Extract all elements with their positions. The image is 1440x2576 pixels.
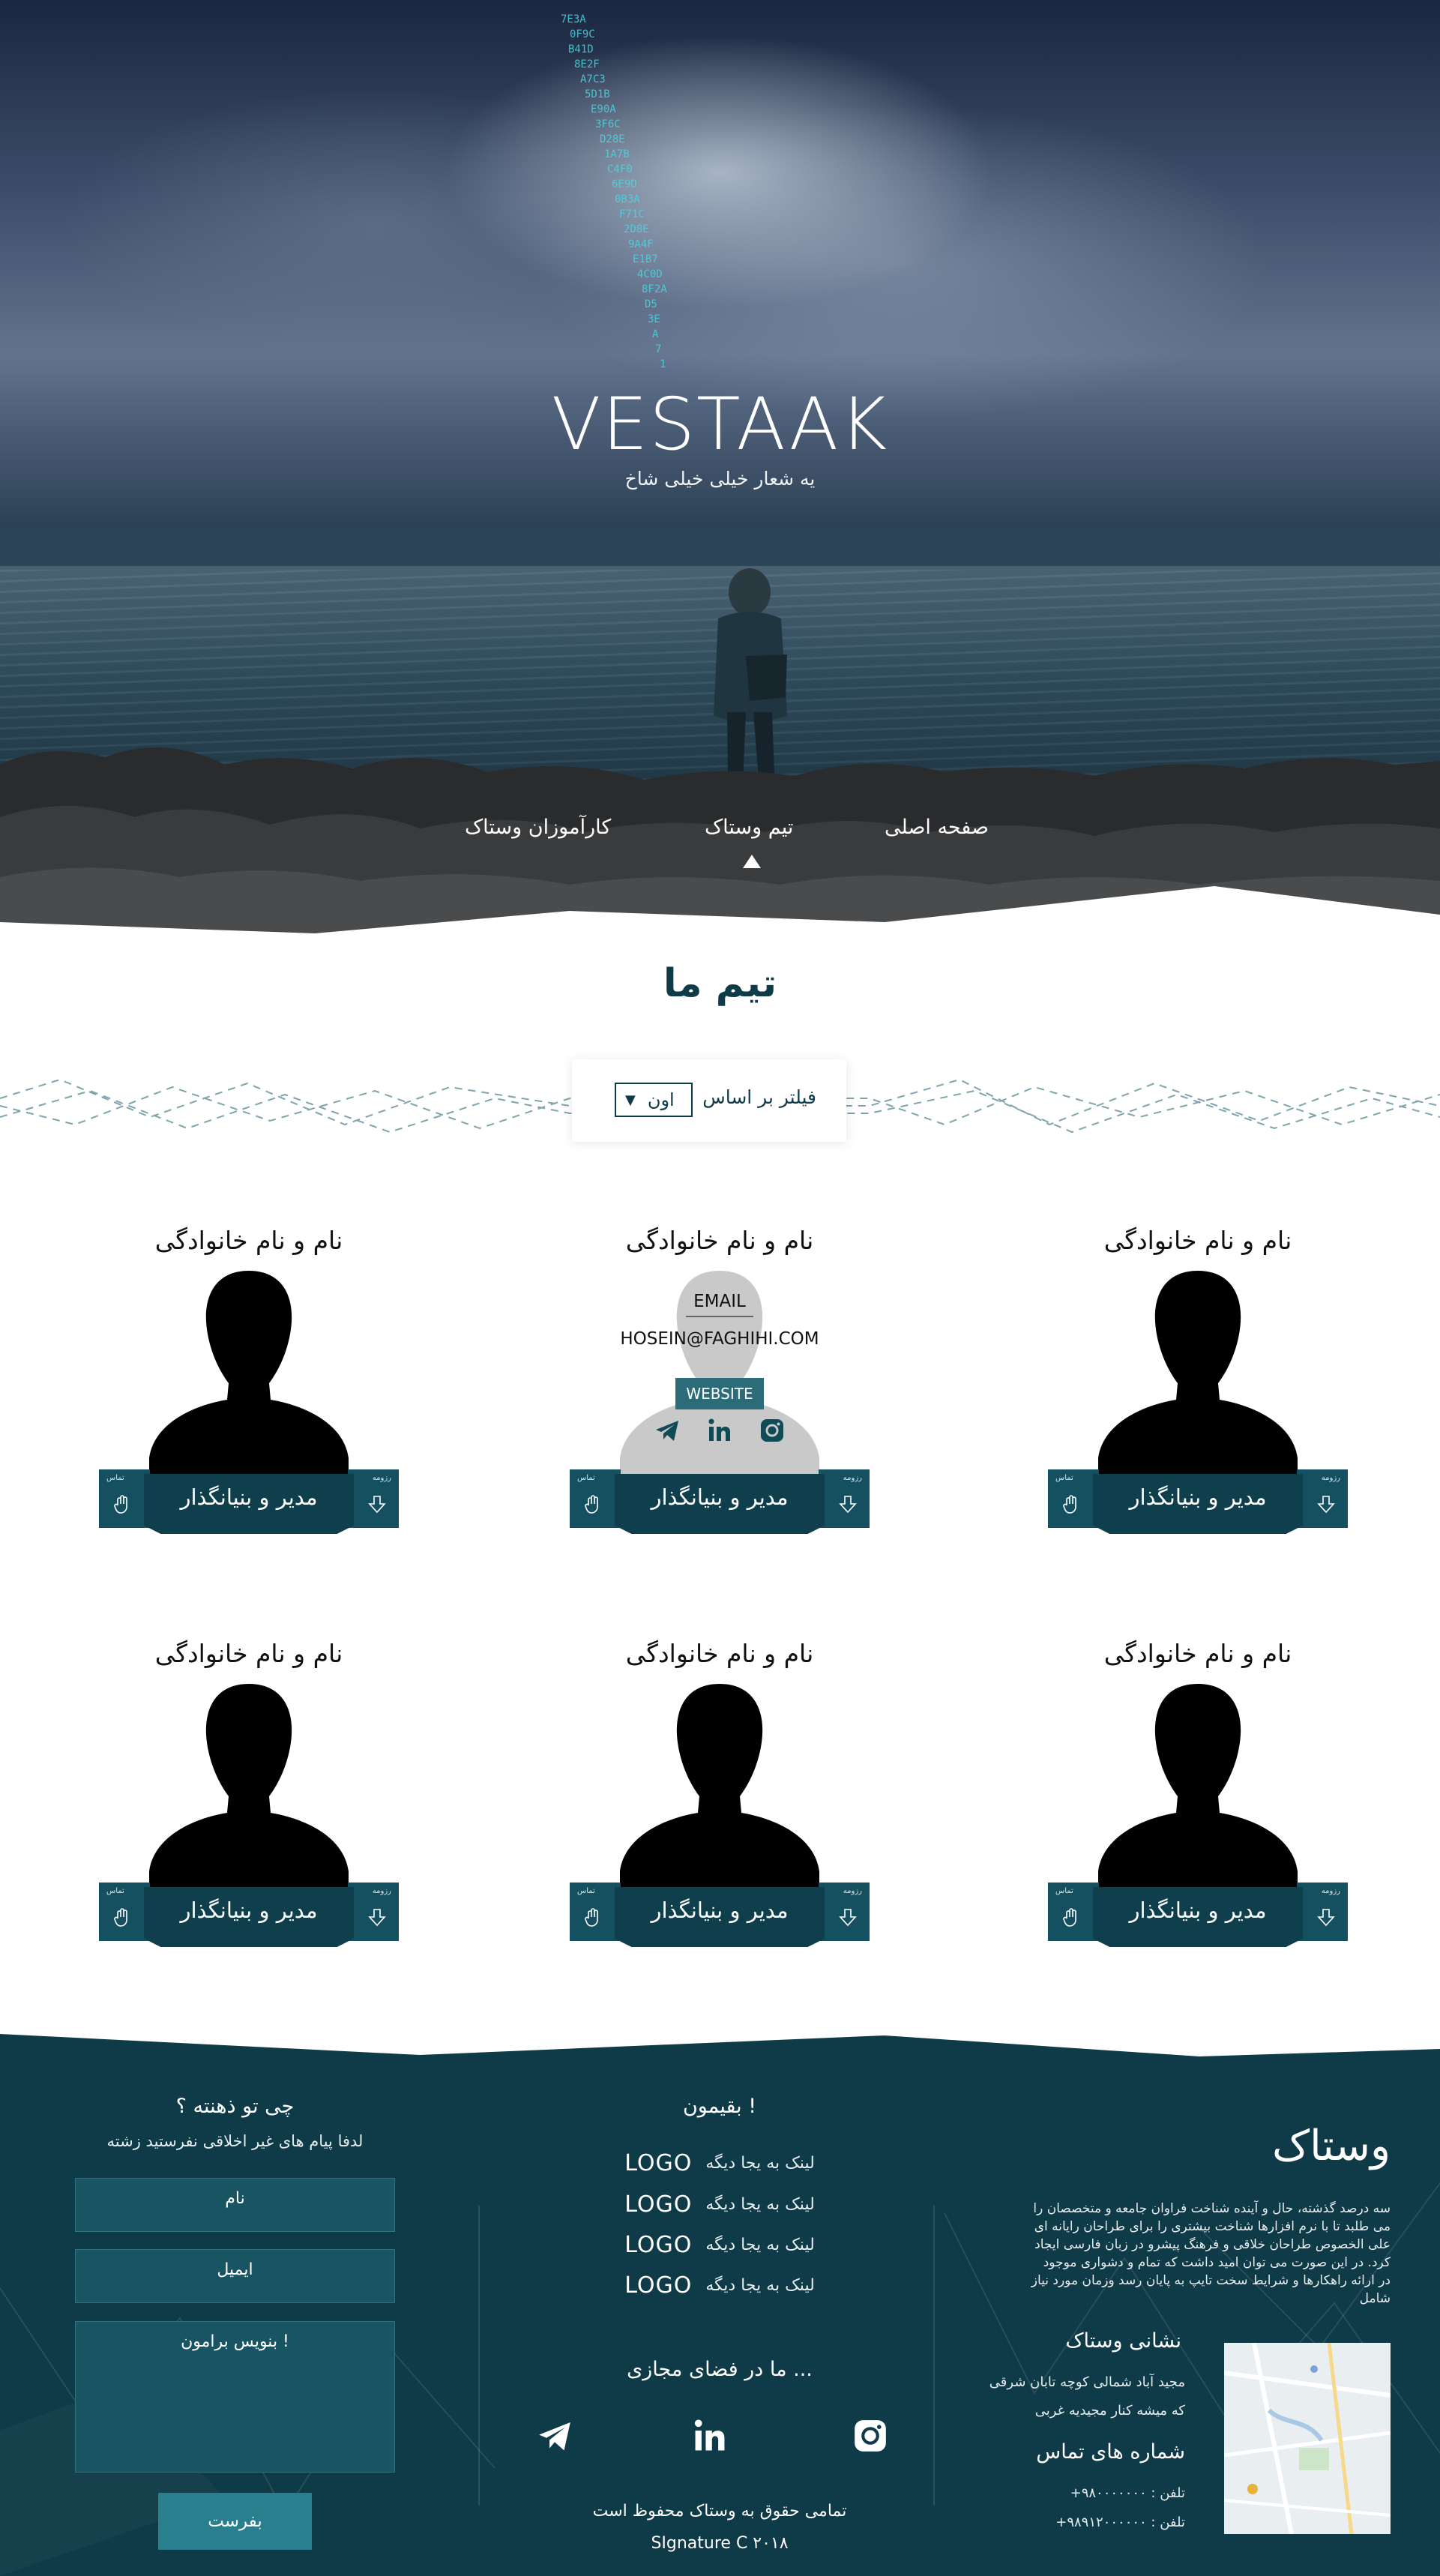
svg-text:D5: D5 bbox=[645, 298, 657, 310]
team-member-card[interactable] bbox=[99, 1639, 399, 1961]
contact-form-subtitle: لدفا پیام های غیر اخلاقی نفرستید زشته bbox=[106, 2132, 364, 2150]
contact-label: تماس bbox=[1055, 1887, 1073, 1895]
contact-label: تماس bbox=[106, 1474, 124, 1482]
svg-text:8F2A: 8F2A bbox=[642, 283, 667, 295]
member-role-ribbon bbox=[570, 1469, 870, 1534]
avatar-silhouette bbox=[1095, 1684, 1301, 1888]
team-member-card[interactable] bbox=[570, 1639, 870, 1961]
footer-link[interactable] bbox=[600, 2230, 840, 2260]
address-title: نشانی وستاک bbox=[1065, 2329, 1181, 2353]
member-role: مدیر و بنیانگذار bbox=[651, 1484, 789, 1510]
signature-text: SIgnature C ۲۰۱۸ bbox=[651, 2534, 789, 2553]
footer-link-logo: LOGO bbox=[624, 2191, 693, 2218]
svg-text:0F9C: 0F9C bbox=[570, 28, 595, 40]
instagram-icon[interactable] bbox=[852, 2417, 889, 2455]
avatar-silhouette bbox=[1095, 1271, 1301, 1475]
team-section-title: تیم ما bbox=[663, 961, 777, 1006]
member-email-label: EMAIL bbox=[693, 1292, 746, 1311]
footer-divider bbox=[478, 2206, 480, 2506]
svg-text:2D8E: 2D8E bbox=[624, 223, 649, 235]
footer-link-logo: LOGO bbox=[624, 2149, 693, 2176]
contact-label: تماس bbox=[577, 1887, 595, 1895]
hand-contact-icon[interactable] bbox=[1060, 1493, 1082, 1516]
filter-selected-value: اون bbox=[647, 1089, 675, 1110]
hand-contact-icon[interactable] bbox=[582, 1907, 604, 1929]
svg-text:D28E: D28E bbox=[600, 133, 625, 145]
filter-label: فیلتر بر اساس bbox=[702, 1086, 816, 1108]
site-logo-text: VESTAAK bbox=[551, 382, 889, 466]
telegram-icon[interactable] bbox=[536, 2417, 573, 2455]
footer-divider bbox=[933, 2206, 935, 2506]
member-role: مدیر و بنیانگذار bbox=[1129, 1898, 1267, 1923]
member-role: مدیر و بنیانگذار bbox=[651, 1898, 789, 1923]
download-resume-icon[interactable] bbox=[1315, 1907, 1337, 1929]
linkedin-icon[interactable] bbox=[706, 1417, 733, 1444]
download-resume-icon[interactable] bbox=[366, 1493, 388, 1516]
member-role: مدیر و بنیانگذار bbox=[1129, 1484, 1267, 1510]
telegram-icon[interactable] bbox=[654, 1417, 681, 1444]
member-name: نام و نام خانوادگی bbox=[154, 1639, 343, 1668]
member-name: نام و نام خانوادگی bbox=[1103, 1226, 1292, 1255]
resume-label: رزومه bbox=[372, 1887, 391, 1895]
download-resume-icon[interactable] bbox=[837, 1907, 859, 1929]
download-resume-icon[interactable] bbox=[1315, 1493, 1337, 1516]
footer-brand: وستاک bbox=[1271, 2122, 1391, 2170]
avatar-silhouette bbox=[146, 1271, 352, 1475]
address-line: مجید آباد شمالی کوچه تابان شرقی bbox=[989, 2374, 1185, 2390]
site-footer bbox=[0, 2033, 1440, 2576]
member-role-ribbon bbox=[99, 1883, 399, 1947]
footer-link-text: لینک به یجا دیگه bbox=[705, 2275, 815, 2295]
footer-link-text: لینک به یجا دیگه bbox=[705, 2153, 815, 2173]
filter-dropdown[interactable] bbox=[615, 1083, 693, 1117]
svg-text:C4F0: C4F0 bbox=[607, 163, 633, 175]
svg-text:7: 7 bbox=[655, 343, 662, 355]
footer-link[interactable] bbox=[600, 2148, 840, 2178]
phones-title: شماره های تماس bbox=[1036, 2440, 1185, 2464]
social-title: ... ما در فضای مجازی bbox=[627, 2358, 813, 2381]
contact-form-title: چی تو ذهنته ؟ bbox=[175, 2095, 295, 2118]
svg-text:6E9D: 6E9D bbox=[612, 178, 637, 190]
phone-number[interactable]: تلفن : ۹۸۰۰۰۰۰۰۰+ bbox=[1070, 2485, 1185, 2501]
nav-home[interactable]: صفحه اصلی bbox=[885, 816, 989, 839]
resume-label: رزومه bbox=[843, 1887, 862, 1895]
contact-label: تماس bbox=[106, 1887, 124, 1895]
svg-text:B41D: B41D bbox=[568, 43, 594, 55]
footer-link[interactable] bbox=[600, 2270, 840, 2300]
caret-down-icon: ▼ bbox=[625, 1092, 636, 1108]
nav-interns[interactable]: کارآموزان وستاک bbox=[465, 816, 612, 839]
name-field[interactable]: نام bbox=[75, 2178, 395, 2232]
svg-text:A7C3: A7C3 bbox=[580, 73, 606, 85]
team-member-card[interactable] bbox=[1048, 1226, 1348, 1548]
svg-text:0B3A: 0B3A bbox=[615, 193, 640, 205]
member-role: مدیر و بنیانگذار bbox=[180, 1484, 318, 1510]
resume-label: رزومه bbox=[372, 1474, 391, 1482]
svg-text:E90A: E90A bbox=[591, 103, 616, 115]
hand-contact-icon[interactable] bbox=[582, 1493, 604, 1516]
svg-text:F71C: F71C bbox=[619, 208, 645, 220]
hand-contact-icon[interactable] bbox=[111, 1907, 133, 1929]
copyright-text: تمامی حقوق به وستاک محفوظ است bbox=[592, 2502, 847, 2521]
email-field[interactable]: ایمیل bbox=[75, 2249, 395, 2303]
svg-text:9A4F: 9A4F bbox=[628, 238, 654, 250]
footer-about-text: سه درصد گذشته، حال و آینده شناخت فراوان جامعه و متخصصان را می طلبد تا با نرم افزارها شناخت بیشتری را برای طراحان رایانه ای علی الخصوص طراحان خلاقی و فرهنگ پیشرو در زبان فارسی ایجاد کرد. در این صورت می توان امید داشت که تمام و دشواری موجود در ارائه راهکارها و شرایط سخت تایپ به پایان رسد وزمان مورد نیاز شامل bbox=[1031, 2201, 1391, 2306]
svg-text:1: 1 bbox=[660, 358, 666, 370]
svg-text:8E2F: 8E2F bbox=[574, 58, 600, 70]
footer-link-logo: LOGO bbox=[624, 2272, 693, 2299]
filter-panel bbox=[572, 1059, 846, 1142]
contact-label: تماس bbox=[1055, 1474, 1073, 1482]
avatar-silhouette bbox=[146, 1684, 352, 1888]
member-role-ribbon bbox=[1048, 1883, 1348, 1947]
member-role-ribbon bbox=[99, 1469, 399, 1534]
nav-team[interactable]: تیم وستاک bbox=[705, 816, 794, 839]
hand-contact-icon[interactable] bbox=[1060, 1907, 1082, 1929]
svg-text:E1B7: E1B7 bbox=[633, 253, 658, 265]
hero-bottom-edge bbox=[0, 870, 1440, 933]
digital-rain-decoration bbox=[555, 7, 705, 397]
resume-label: رزومه bbox=[1321, 1474, 1340, 1482]
member-role-ribbon bbox=[1048, 1469, 1348, 1534]
active-nav-indicator bbox=[743, 855, 761, 868]
email-underline bbox=[686, 1316, 753, 1317]
svg-text:4C0D: 4C0D bbox=[637, 268, 663, 280]
download-resume-icon[interactable] bbox=[366, 1907, 388, 1929]
team-member-card[interactable] bbox=[99, 1226, 399, 1548]
hero-banner bbox=[0, 0, 1440, 933]
address-line: که میشه کنار مجیدیه غربی bbox=[1034, 2403, 1185, 2419]
svg-text:3F6C: 3F6C bbox=[595, 118, 621, 130]
instagram-icon[interactable] bbox=[759, 1417, 786, 1444]
phone-number[interactable]: تلفن : ۹۸۹۱۲۰۰۰۰۰۰+ bbox=[1055, 2515, 1185, 2530]
member-role: مدیر و بنیانگذار bbox=[180, 1898, 318, 1923]
member-name: نام و نام خانوادگی bbox=[154, 1226, 343, 1255]
svg-text:7E3A: 7E3A bbox=[561, 13, 586, 25]
footer-link[interactable] bbox=[600, 2189, 840, 2219]
member-name: نام و نام خانوادگی bbox=[625, 1639, 814, 1668]
member-name: نام و نام خانوادگی bbox=[625, 1226, 814, 1255]
svg-text:A: A bbox=[652, 328, 659, 340]
download-resume-icon[interactable] bbox=[837, 1493, 859, 1516]
svg-text:5D1B: 5D1B bbox=[585, 88, 610, 100]
footer-link-text: لینک به یجا دیگه bbox=[705, 2235, 815, 2254]
resume-label: رزومه bbox=[1321, 1887, 1340, 1895]
member-email[interactable]: HOSEIN@FAGHIHI.COM bbox=[620, 1329, 819, 1349]
message-textarea[interactable]: ! بنویس برامون bbox=[75, 2321, 395, 2473]
linkedin-icon[interactable] bbox=[691, 2417, 729, 2455]
footer-link-logo: LOGO bbox=[624, 2231, 693, 2258]
submit-button[interactable]: بفرست bbox=[158, 2493, 312, 2550]
resume-label: رزومه bbox=[843, 1474, 862, 1482]
contact-label: تماس bbox=[577, 1474, 595, 1482]
site-tagline: یه شعار خیلی خیلی شاخ bbox=[624, 468, 816, 490]
svg-text:3E: 3E bbox=[648, 313, 660, 325]
team-member-card[interactable] bbox=[570, 1226, 870, 1548]
member-name: نام و نام خانوادگی bbox=[1103, 1639, 1292, 1668]
avatar-silhouette bbox=[617, 1684, 822, 1888]
member-website-button[interactable]: WEBSITE bbox=[675, 1378, 764, 1409]
links-title: ! بقیمون bbox=[682, 2095, 757, 2118]
svg-text:1A7B: 1A7B bbox=[604, 148, 630, 160]
member-role-ribbon bbox=[570, 1883, 870, 1947]
footer-link-text: لینک به یجا دیگه bbox=[705, 2194, 815, 2214]
location-map[interactable] bbox=[1224, 2343, 1391, 2534]
hand-contact-icon[interactable] bbox=[111, 1493, 133, 1516]
team-member-card[interactable] bbox=[1048, 1639, 1348, 1961]
